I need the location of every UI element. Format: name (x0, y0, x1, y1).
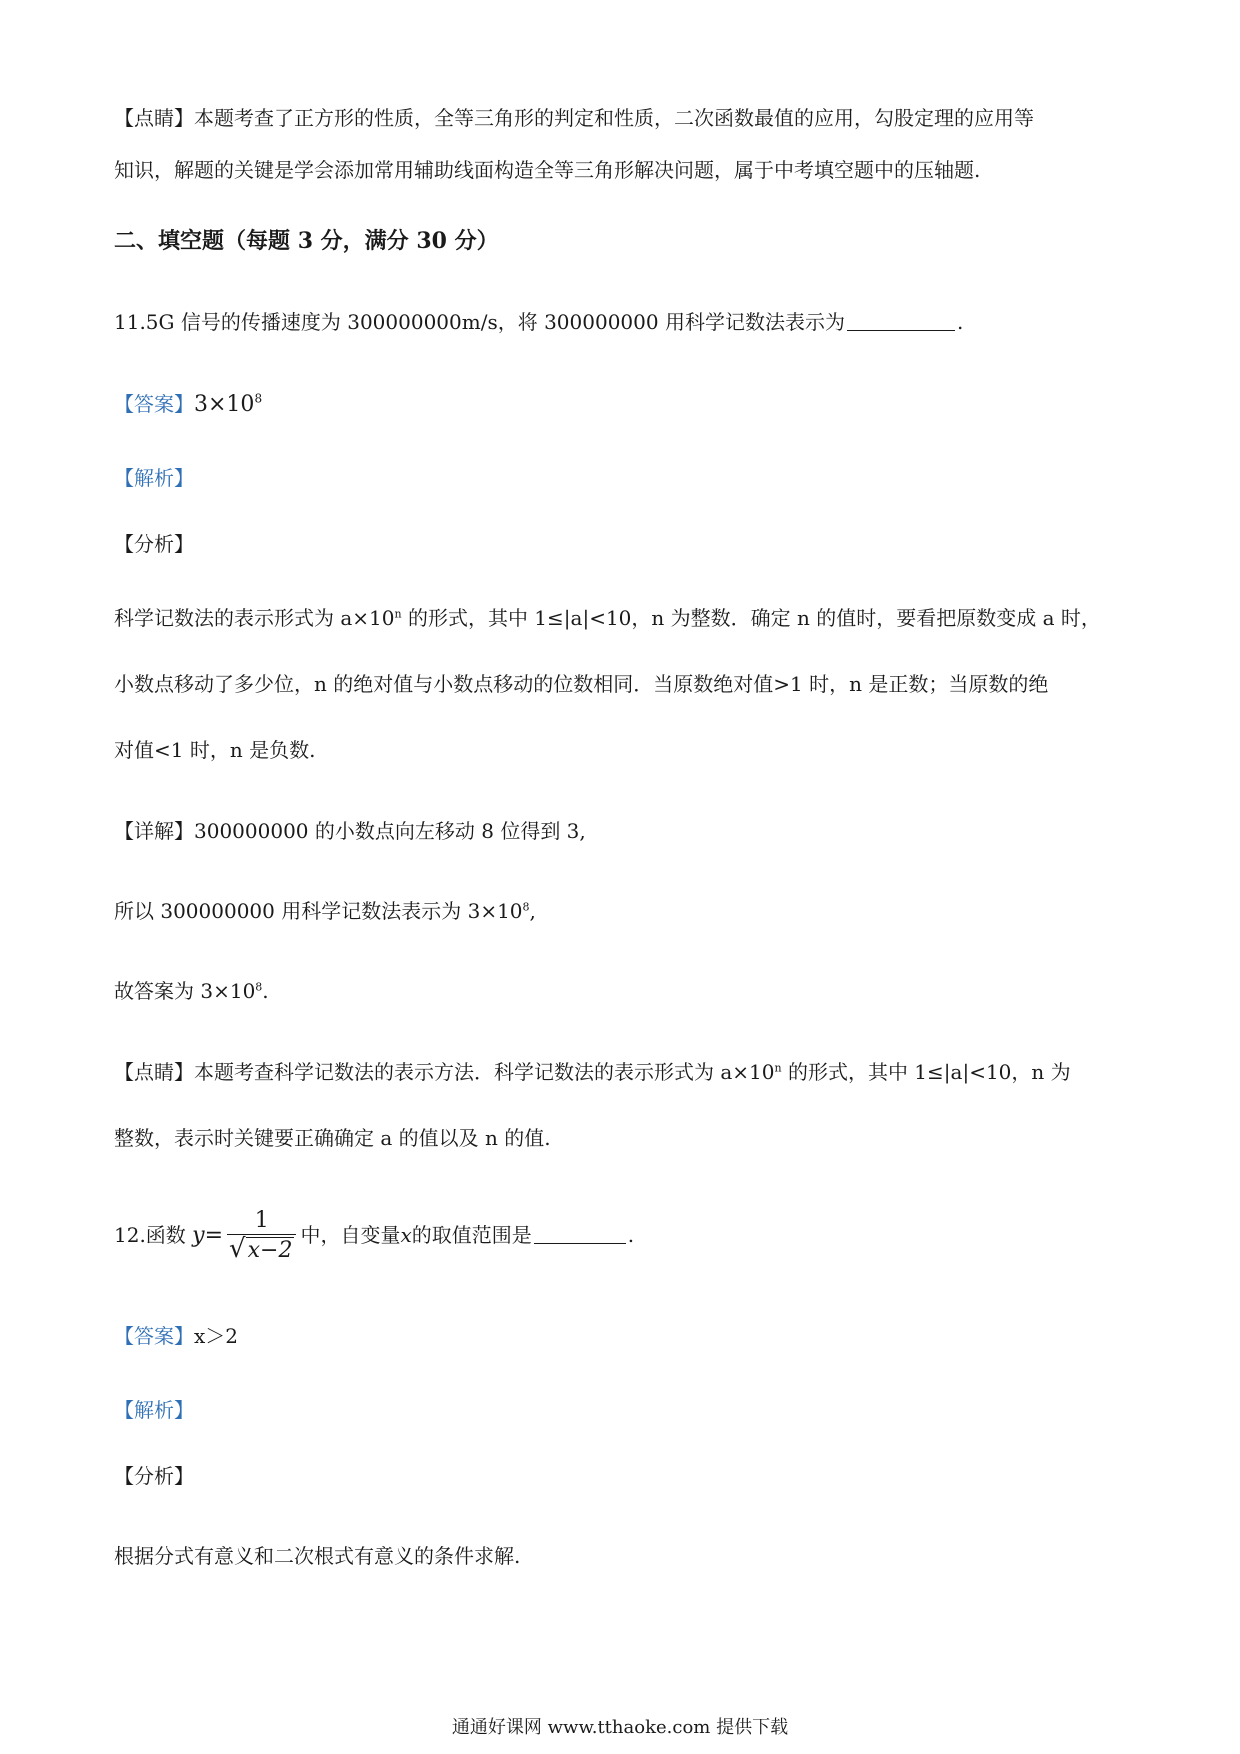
period: . (956, 310, 964, 334)
q12-jiexi (114, 1396, 194, 1424)
exponent: n (394, 607, 402, 621)
fenxi-tag: 【分析】 (114, 1464, 194, 1488)
fenxi-text: 科学记数法的表示形式为 a×10 (114, 606, 395, 630)
q11-answer (114, 390, 262, 419)
section-title-part: 分） (454, 228, 499, 254)
q11-xiangjie-line2 (114, 897, 536, 925)
question-text: 11.5G 信号的传播速度为 300000000m/s，将 300000000 用科学记数法表示为 (114, 310, 845, 334)
answer-blank (847, 310, 955, 331)
xiangjie-text: . (262, 979, 269, 1003)
fraction-numerator: 1 (254, 1208, 269, 1233)
answer-exponent: 8 (254, 391, 263, 406)
xiangjie-text: , (529, 899, 536, 923)
question-text: 的取值范围是 (411, 1223, 532, 1247)
answer-base: 3×10 (194, 392, 255, 417)
dianjing-tag: 【点睛】 (114, 106, 194, 130)
fenxi-tag: 【分析】 (114, 532, 194, 556)
q11-fenxi (114, 530, 194, 558)
fenxi-text: 根据分式有意义和二次根式有意义的条件求解. (114, 1544, 521, 1568)
q11-dianjing-line2 (114, 1124, 551, 1152)
question-text: 中，自变量 (300, 1223, 401, 1247)
q11-xiangjie-line3 (114, 977, 269, 1005)
answer-tag: 【答案】 (114, 392, 194, 416)
fenxi-text: 小数点移动了多少位，n 的绝对值与小数点移动的位数相同．当原数绝对值>1 时，n 是正数；当原数的绝 (114, 672, 1049, 696)
question-text: 12.函数 (114, 1223, 186, 1247)
dianjing-text: 本题考查科学记数法的表示方法．科学记数法的表示形式为 a×10 (194, 1060, 775, 1084)
q11-dianjing-line1 (114, 1058, 1071, 1086)
answer-blank (534, 1223, 626, 1244)
sqrt-icon: √ (229, 1234, 246, 1264)
answer-value: x＞2 (194, 1324, 239, 1348)
q10-dianjing-line1 (114, 104, 1034, 132)
page-footer: 通通好课网 www.tthaoke.com 提供下载 (451, 1717, 789, 1738)
q10-dianjing-line2 (114, 156, 980, 184)
q12-answer (114, 1322, 238, 1350)
jiexi-tag: 【解析】 (114, 1398, 194, 1422)
exponent: 8 (255, 980, 263, 994)
dianjing-text: 知识，解题的关键是学会添加常用辅助线面构造全等三角形解决问题，属于中考填空题中的压轴题. (114, 158, 981, 182)
q11-fenxi-line2 (114, 670, 1048, 698)
section-heading (114, 227, 499, 255)
equals-sign: = (204, 1223, 224, 1248)
xiangjie-text: 故答案为 3×10 (114, 979, 256, 1003)
exponent: n (774, 1061, 782, 1075)
answer-tag: 【答案】 (114, 1324, 194, 1348)
dianjing-tag: 【点睛】 (114, 1060, 194, 1084)
exponent: 8 (522, 900, 530, 914)
q11-xiangjie-line1 (114, 817, 586, 845)
func-y: y (192, 1223, 205, 1248)
xiangjie-text: 300000000 的小数点向左移动 8 位得到 3, (194, 819, 586, 843)
variable-x: x (400, 1223, 412, 1247)
fraction-denominator (227, 1234, 296, 1264)
dianjing-text: 本题考查了正方形的性质，全等三角形的判定和性质，二次函数最值的应用，勾股定理的应用等 (194, 106, 1034, 130)
section-points-each: 3 (297, 228, 313, 254)
q12-stem (114, 1205, 634, 1266)
q11-fenxi-line3 (114, 736, 315, 764)
answer-value (194, 392, 262, 417)
section-title-part: 分，满分 (320, 228, 409, 254)
q12-fenxi (114, 1462, 194, 1490)
section-title-part: 二、填空题（每题 (114, 228, 291, 254)
xiangjie-text: 所以 300000000 用科学记数法表示为 3×10 (114, 899, 523, 923)
period: . (627, 1223, 635, 1247)
fenxi-text: 对值<1 时，n 是负数. (114, 738, 316, 762)
q11-stem (114, 308, 963, 336)
section-points-total: 30 (416, 228, 447, 254)
xiangjie-tag: 【详解】 (114, 819, 194, 843)
q11-jiexi (114, 464, 194, 492)
q11-fenxi-line1 (114, 604, 1101, 632)
fraction (227, 1209, 296, 1264)
q12-fenxi-line1 (114, 1542, 520, 1570)
dianjing-text: 的形式，其中 1≤|a|<10，n 为 (781, 1060, 1071, 1084)
radicand: x−2 (247, 1238, 293, 1263)
dianjing-text: 整数，表示时关键要正确确定 a 的值以及 n 的值. (114, 1126, 551, 1150)
fenxi-text: 的形式，其中 1≤|a|<10，n 为整数．确定 n 的值时，要看把原数变成 a 时， (401, 606, 1101, 630)
jiexi-tag: 【解析】 (114, 466, 194, 490)
